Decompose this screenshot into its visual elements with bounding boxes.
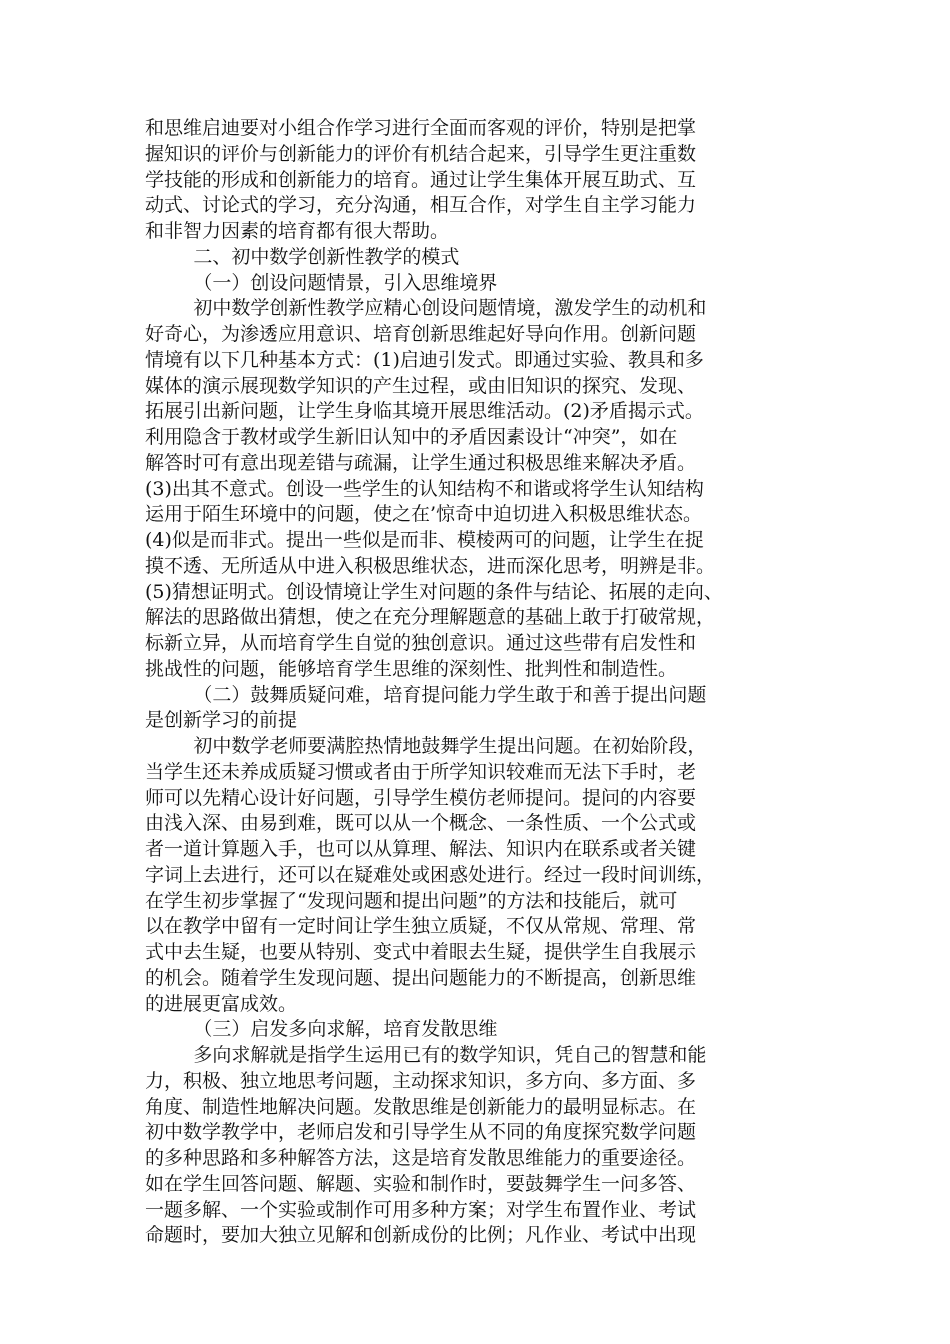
text-line: 的机会。随着学生发现问题、提出问题能力的不断提高，创新思维 <box>145 966 697 989</box>
text-line: 角度、制造性地解决问题。发散思维是创新能力的最明显标志。在 <box>145 1095 697 1118</box>
text-line: 拓展引出新问题，让学生身临其境开展思维活动。(2)矛盾揭示式。 <box>145 400 704 423</box>
text-line: 好奇心，为渗透应用意识、培育创新思维起好导向作用。创新问题 <box>145 323 697 345</box>
text-line: 学技能的形成和创新能力的培育。通过让学生集体开展互助式、互 <box>145 168 697 191</box>
text-line: 式中去生疑，也要从特别、变式中着眼去生疑，提供学生自我展示 <box>145 941 697 963</box>
text-line: （二）鼓舞质疑问难，培育提问能力学生敢于和善于提出问题 <box>145 683 707 706</box>
text-line: 多向求解就是指学生运用已有的数学知识，凭自己的智慧和能 <box>145 1044 707 1066</box>
text-line: 二、初中数学创新性教学的模式 <box>145 245 460 268</box>
text-line: 如在学生回答问题、解题、实验和制作时，要鼓舞学生一问多答、 <box>145 1172 697 1195</box>
text-line: 摸不透、无所适从中进入积极思维状态，进而深化思考，明辨是非。 <box>145 554 716 577</box>
text-line: （一）创设问题情景，引入思维境界 <box>145 271 498 294</box>
text-line: 当学生还未养成质疑习惯或者由于所学知识较难而无法下手时，老 <box>145 760 697 783</box>
text-line: 初中数学创新性教学应精心创设问题情境，激发学生的动机和 <box>145 297 707 320</box>
text-line: 字词上去进行，还可以在疑难处或困惑处进行。经过一段时间训练， <box>145 863 716 886</box>
text-line: 以在教学中留有一定时间让学生独立质疑，不仅从常规、常理、常 <box>145 915 697 938</box>
text-line: 命题时，要加大独立见解和创新成份的比例；凡作业、考试中出现 <box>145 1224 697 1247</box>
text-line: (3)出其不意式。创设一些学生的认知结构不和谐或将学生认知结构 <box>145 477 704 500</box>
text-line: 媒体的演示展现数学知识的产生过程，或由旧知识的探究、发现、 <box>145 374 697 397</box>
text-line: 是创新学习的前提 <box>145 709 298 732</box>
text-line: （三）启发多向求解，培育发散思维 <box>145 1018 498 1041</box>
document-body <box>145 116 813 1249</box>
text-line: 和思维启迪要对小组合作学习进行全面而客观的评价，特别是把掌 <box>145 117 697 139</box>
text-line: 解答时可有意出现差错与疏漏，让学生通过积极思维来解决矛盾。 <box>145 451 697 474</box>
text-line: 一题多解、一个实验或制作可用多种方案；对学生布置作业、考试 <box>145 1198 697 1221</box>
text-line: 者一道计算题入手，也可以从算理、解法、知识内在联系或者关键 <box>145 838 697 860</box>
text-line: 握知识的评价与创新能力的评价有机结合起来，引导学生更注重数 <box>145 142 697 165</box>
text-line: 由浅入深、由易到难，既可以从一个概念、一条性质、一个公式或 <box>145 812 697 835</box>
text-line: 在学生初步掌握了“发现问题和提出问题”的方法和技能后，就可 <box>145 889 678 912</box>
text-line: 的进展更富成效。 <box>145 992 298 1015</box>
text-line: 解法的思路做出猜想，使之在充分理解题意的基础上敢于打破常规， <box>145 606 716 629</box>
text-line: 力，积极、独立地思考问题，主动探求知识，多方向、多方面、多 <box>145 1069 697 1092</box>
text-line: 和非智力因素的培育都有很大帮助。 <box>145 220 450 242</box>
text-line: 师可以先精心设计好问题，引导学生模仿老师提问。提问的内容要 <box>145 786 697 809</box>
text-line: 动式、讨论式的学习，充分沟通，相互合作，对学生自主学习能力 <box>145 194 697 217</box>
text-line: 初中数学老师要满腔热情地鼓舞学生提出问题。在初始阶段， <box>145 735 707 757</box>
text-line: 利用隐含于教材或学生新旧认知中的矛盾因素设计“冲突”，如在 <box>145 426 678 448</box>
text-line: 标新立异，从而培育学生自觉的独创意识。通过这些带有启发性和 <box>145 632 697 654</box>
text-line: 运用于陌生环境中的问题，使之在’惊奇中迫切进入积极思维状态。 <box>145 503 703 526</box>
text-line: 的多种思路和多种解答方法，这是培育发散思维能力的重要途径。 <box>145 1147 697 1169</box>
text-line: 挑战性的问题，能够培育学生思维的深刻性、批判性和制造性。 <box>145 657 678 680</box>
text-line: (4)似是而非式。提出一些似是而非、模棱两可的问题，让学生在捉 <box>145 529 704 551</box>
text-line: 初中数学教学中，老师启发和引导学生从不同的角度探究数学问题 <box>145 1121 697 1144</box>
text-line: (5)猜想证明式。创设情境让学生对问题的条件与结论、拓展的走向、 <box>145 580 723 603</box>
text-line: 情境有以下几种基本方式：(1)启迪引发式。即通过实验、教具和多 <box>145 348 704 371</box>
